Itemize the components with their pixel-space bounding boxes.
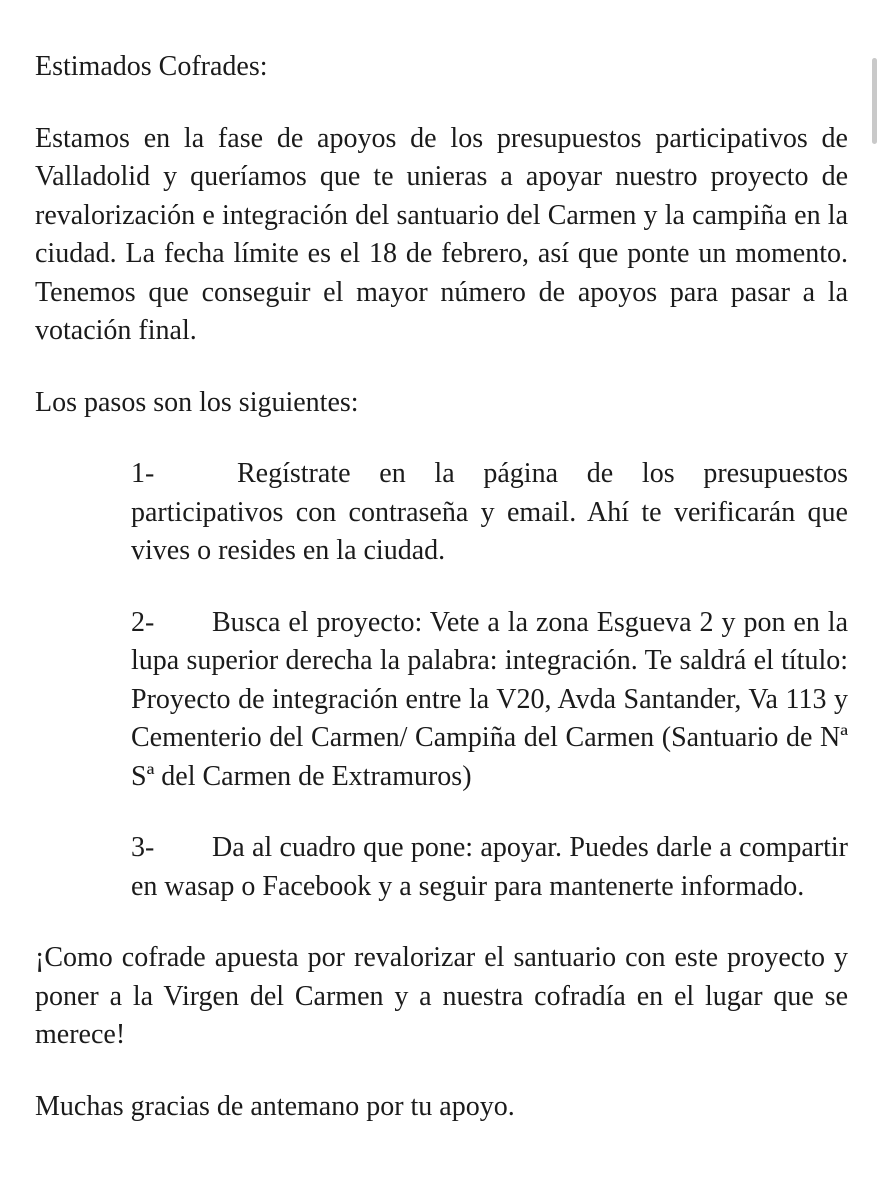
closing-line: Muchas gracias de antemano por tu apoyo.: [35, 1090, 515, 1122]
steps-list: [35, 455, 848, 906]
step-number: 2-: [131, 606, 155, 638]
step-text: Regístrate en la página de los presupuestos participativos con contraseña y email. Ahí te verificarán que vives o resides en la ciudad.: [131, 458, 848, 566]
steps-heading: Los pasos son los siguientes:: [35, 386, 359, 418]
step-item: [131, 829, 848, 906]
vertical-scrollbar[interactable]: [872, 58, 877, 144]
step-number: 3-: [131, 832, 155, 863]
step-item: [131, 604, 848, 797]
intro-paragraph: Estamos en la fase de apoyos de los presupuestos participativos de Valladolid y queríamos que te unieras a apoyar nuestro proyecto de revalorización e integración del santuario del Carmen y la campiña en la ciudad. La fecha límite es el 18 de febrero, así que ponte un momento. Tenemos que conseguir el mayor número de apoyos para pasar a la votación final.: [35, 122, 848, 346]
greeting: Estimados Cofrades:: [35, 51, 268, 82]
step-item: [131, 455, 848, 571]
step-text: Busca el proyecto: Vete a la zona Esgueva 2 y pon en la lupa superior derecha la palabra: integración. Te saldrá el título: Proyecto de integración entre la V20, Avda Santander, Va 113 y Cementerio del Carmen/ Campiña del Carmen (Santuario de Nª Sª del Carmen de Extramuros): [131, 606, 848, 792]
call-to-action: ¡Como cofrade apuesta por revalorizar el santuario con este proyecto y poner a la Virgen del Carmen y a nuestra cofradía en el lugar que se merece!: [35, 942, 848, 1050]
step-text: Da al cuadro que pone: apoyar. Puedes darle a compartir en wasap o Facebook y a seguir para mantenerte informado.: [131, 832, 848, 902]
step-number: 1-: [131, 458, 155, 489]
letter-body: [35, 48, 848, 1126]
